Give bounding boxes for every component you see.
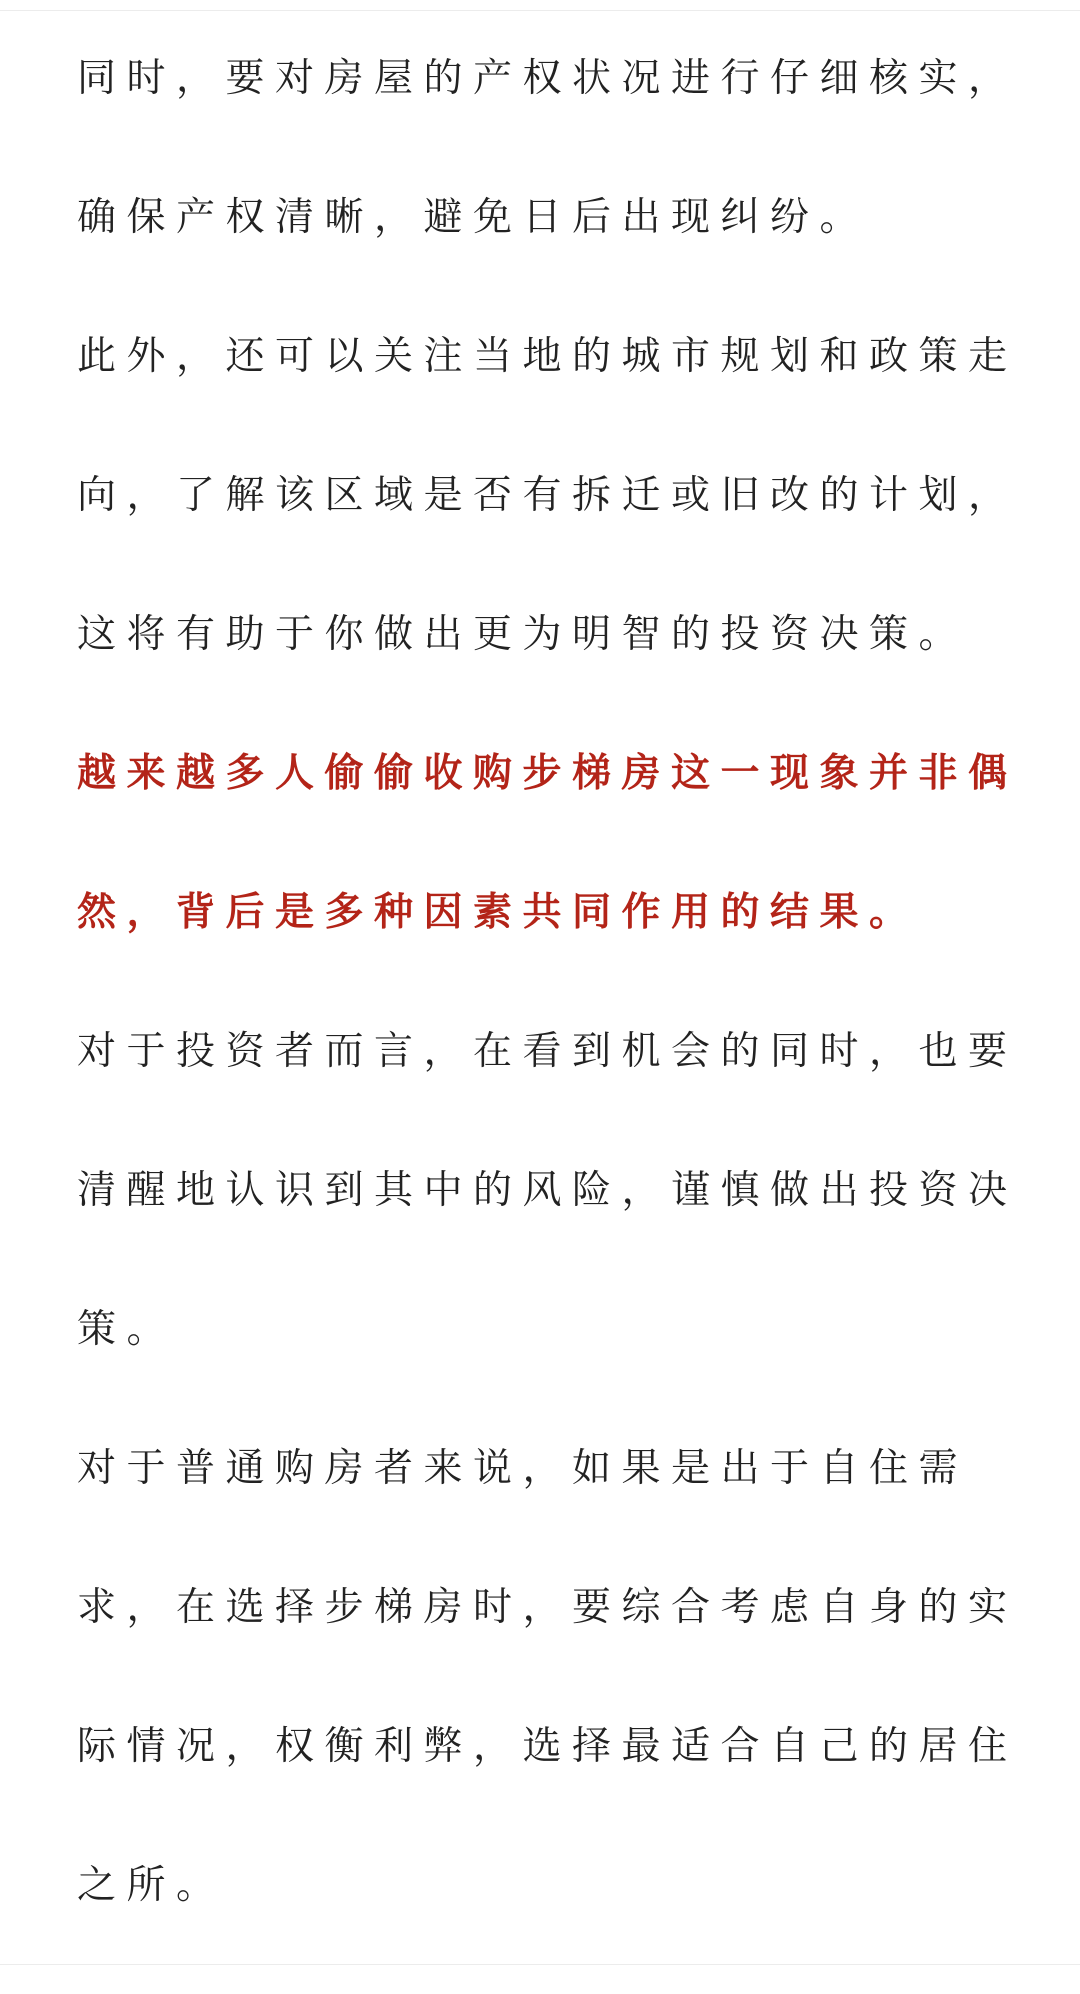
top-divider — [0, 0, 1080, 11]
highlighted-line: 然，背后是多种因素共同作用的结果。 — [77, 890, 919, 935]
paragraph-line: 际情况，权衡利弊，选择最适合自己的居住 — [77, 1724, 1018, 1769]
paragraph-line: 之所。 — [77, 1863, 226, 1908]
paragraph-line: 清醒地认识到其中的风险，谨慎做出投资决 — [77, 1168, 1018, 1213]
paragraph-line: 对于投资者而言，在看到机会的同时，也要 — [77, 1029, 1018, 1074]
paragraph-line: 同时，要对房屋的产权状况进行仔细核实， — [77, 56, 1018, 101]
paragraph-line: 向，了解该区域是否有拆迁或旧改的计划， — [77, 473, 1018, 518]
paragraph-line: 此外，还可以关注当地的城市规划和政策走 — [77, 334, 1018, 379]
paragraph-line: 策。 — [77, 1307, 177, 1352]
paragraph-line: 确保产权清晰，避免日后出现纠纷。 — [77, 195, 870, 240]
article-body — [77, 48, 1018, 1994]
bottom-divider — [0, 1964, 1080, 1977]
paragraph-line: 这将有助于你做出更为明智的投资决策。 — [77, 612, 969, 657]
paragraph-line: 对于普通购房者来说，如果是出于自住需 — [77, 1446, 969, 1491]
highlighted-line: 越来越多人偷偷收购步梯房这一现象并非偶 — [77, 751, 1018, 796]
paragraph-line: 求，在选择步梯房时，要综合考虑自身的实 — [77, 1585, 1018, 1630]
